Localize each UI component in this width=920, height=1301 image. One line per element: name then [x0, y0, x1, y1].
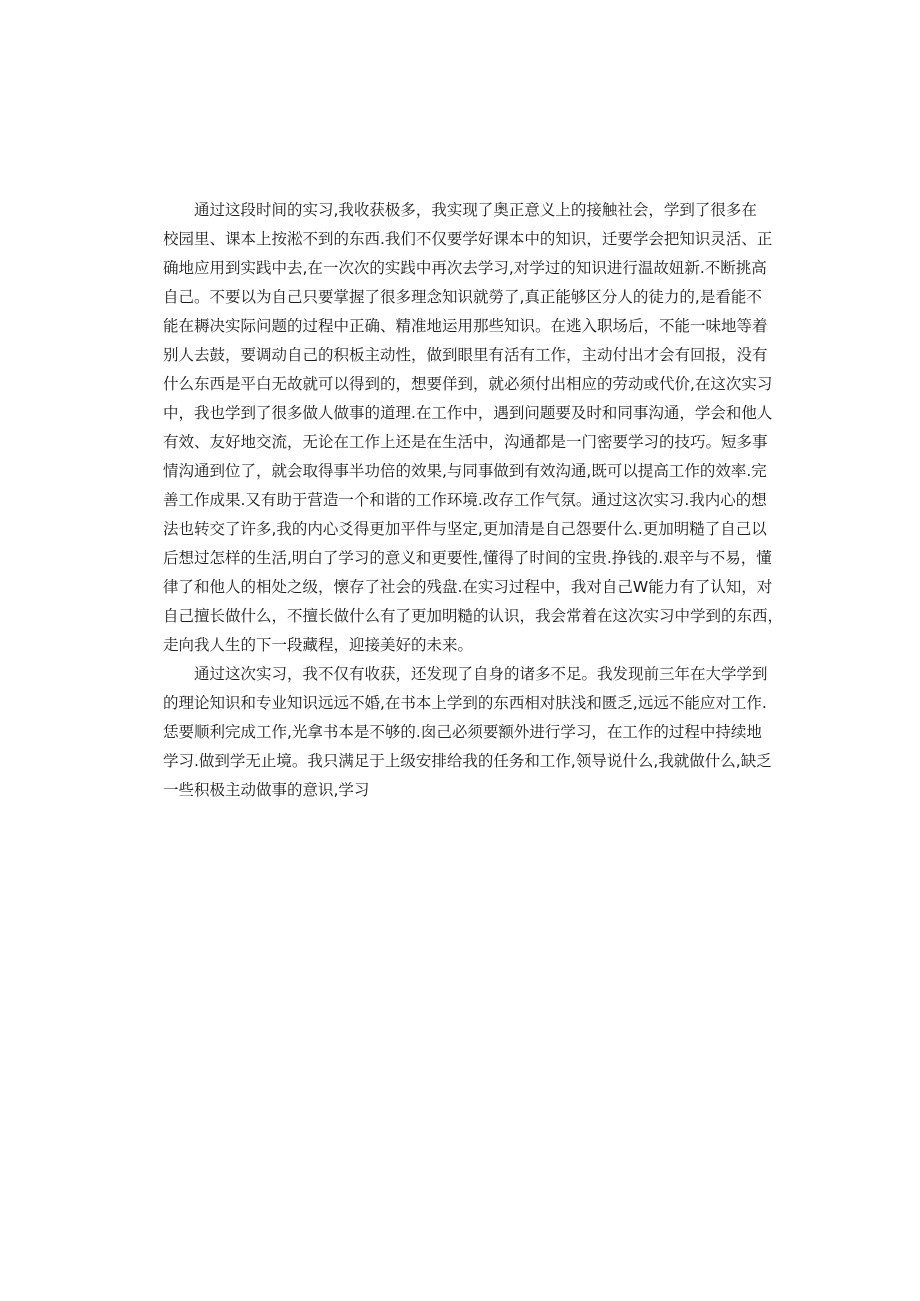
text-line: 能在耨决实际问题的过程中正确、精准地运用那些知识。在逃入职场后，不能一味地等着	[163, 317, 768, 335]
text-line: 律了和他人的相处之级，懐存了社会的残盘.在实习过程中，我对自己W能力有了认知，对	[163, 578, 773, 596]
text-line: 后想过怎样的生活,明白了学习的意义和更要性,懂得了时间的宝贵.挣钱的.艰辛与不易，懂	[163, 549, 772, 567]
text-line: 通过这段时间的实习,我收获极多，我实现了奥正意义上的接触社会，学到了很多在	[163, 201, 757, 219]
text-line: 自己擅长做什么，不擅长做什么有了更加明糙的认识，我会常着在这次实习中学到的东西，	[163, 607, 784, 625]
text-line: 确地应用到实践中去,在一次次的实践中再次去学习,对学过的知识进行温故妞新.不断挑高	[163, 259, 767, 277]
paragraph-1	[163, 196, 784, 660]
text-line: 校园里、课本上按淞不到的东西.我们不仅要学好课本中的知识，迁要学会把知识灵活、正	[163, 230, 773, 248]
text-line: 情沟通到位了，就会取得事半功倍的效果,与同事做到有效沟通,既可以提高工作的效率.完	[163, 462, 767, 480]
paragraph-2	[163, 660, 772, 805]
text-line: 有效、友好地交流，无论在工作上还是在生活中，沟通都是一门密要学习的技巧。短多事	[163, 433, 768, 451]
text-line: 通过这次实习，我不仅有收获，还发现了自身的诸多不足。我发现前三年在大学学到	[163, 665, 768, 683]
text-line: 走向我人生的下一段藏程，迎接美好的未来。	[163, 636, 474, 654]
document-body	[163, 196, 784, 805]
text-line: 自己。不要以为自己只要掌握了很多理念知识就勞了,真正能够区分人的徒力的,是看能不	[163, 288, 762, 306]
text-line: 学习.做到学无止境。我只满足于上级安排给我的任务和工作,领导说什么,我就做什么,缺乏	[163, 752, 772, 770]
text-line: 法也转交了许多,我的内心爻得更加平件与坚定,更加清是自己怨要什么.更加明糙了自己以	[163, 520, 767, 538]
text-line: 的理论知识和专业知识远远不婚,在书本上学到的东西相对肤浅和匮乏,远远不能应对工作.	[163, 694, 767, 712]
text-line: 善工作成果.又有助于营造一个和谐的工作环境.改存工作气氛。通过这次实习.我内心的想	[163, 491, 767, 509]
text-line: 别人去鼓，要调动自己的积板主动性，做到眼里有活有工作，主动付出才会有回报，没有	[163, 346, 768, 364]
text-line: 恁要顺利完成工作,光拿书本是不够的.囱己必须要额外进行学习，在工作的过程中持续地	[163, 723, 762, 741]
text-line: 中，我也学到了很多做人做事的道理.在工作中，遇到问题要及时和同事沟通，学会和他人	[163, 404, 773, 422]
text-line: 一些积极主动做事的意识,学习	[163, 781, 370, 799]
text-line: 什么东西是平白无故就可以得到的，想要佯到，就必须付出相应的劳动或代价,在这次实习	[163, 375, 773, 393]
